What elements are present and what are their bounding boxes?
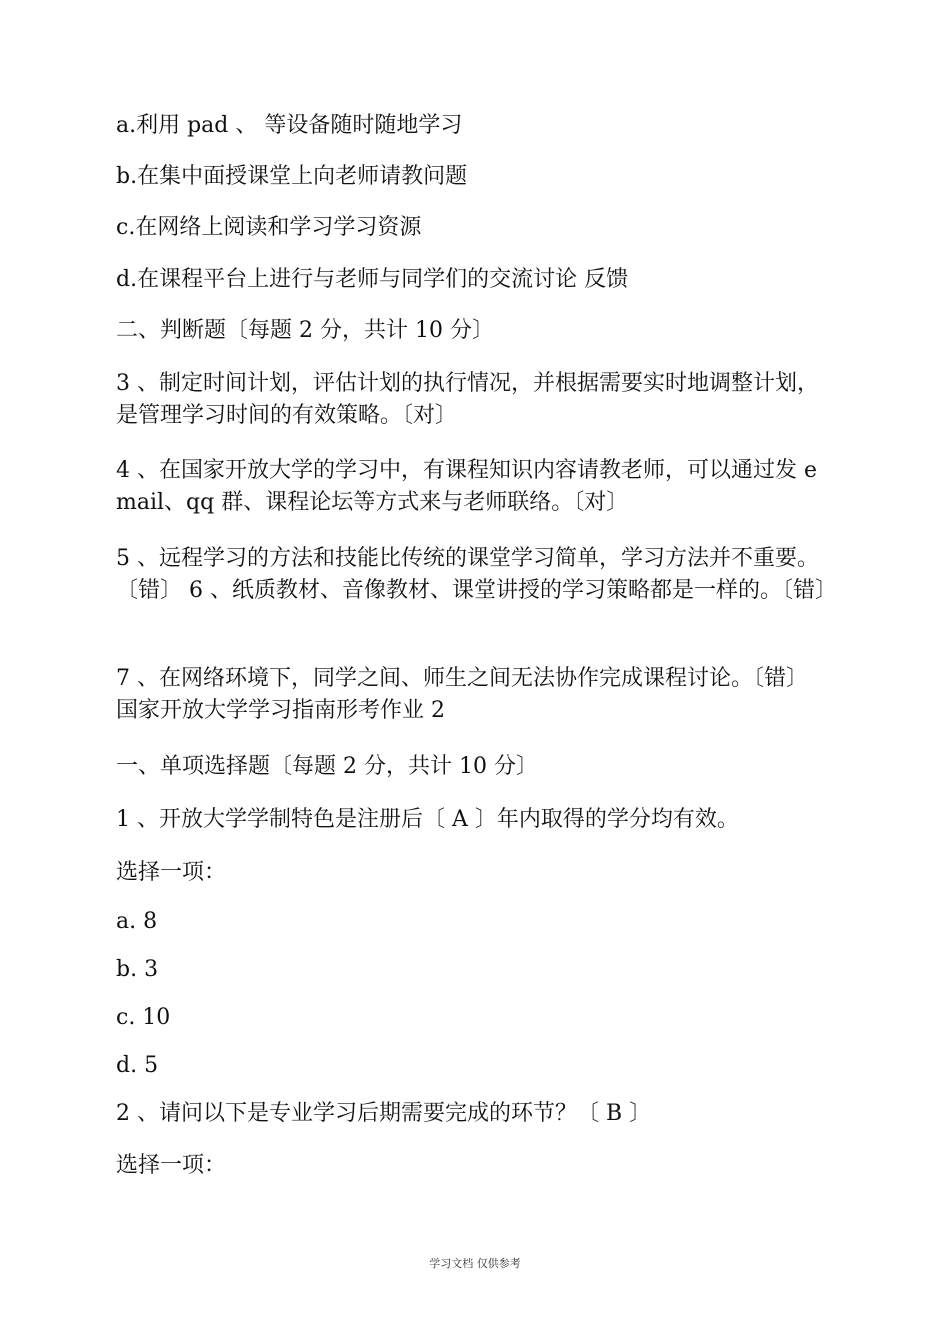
question-5-6: 5 、远程学习的方法和技能比传统的课堂学习简单，学习方法并不重要。〔错〕 6 、纸质教材、音像教材、课堂讲授的学习策略都是一样的。〔错〕 (116, 546, 837, 603)
page-footer: 学习文档 仅供参考 (429, 1257, 521, 1270)
question-7: 7 、在网络环境下，同学之间、师生之间无法协作完成课程讨论。〔错〕 国家开放大学学习指南形考作业 2 (116, 666, 808, 723)
question-3: 3 、制定时间计划，评估计划的执行情况，并根据需要实时地调整计划，是管理学习时间的有效策略。〔对〕 (116, 371, 819, 428)
question-1: 1 、开放大学学制特色是注册后〔 A 〕年内取得的学分均有效。 (116, 807, 739, 832)
option-d-line: d.在课程平台上进行与老师与同学们的交流讨论 反馈 (116, 267, 629, 292)
question-4: 4 、在国家开放大学的学习中，有课程知识内容请教老师，可以通过发 email、qq 群、课程论坛等方式来与老师联络。〔对〕 (116, 458, 818, 515)
option-c-line: c.在网络上阅读和学习学习资源 (116, 215, 422, 240)
choice-c: c. 10 (116, 1005, 171, 1030)
choose-one-label: 选择一项： (116, 860, 227, 885)
section-heading-true-false: 二、判断题〔每题 2 分，共计 10 分〕 (116, 318, 494, 343)
choice-a: a. 8 (116, 909, 158, 934)
choice-d: d. 5 (116, 1053, 159, 1078)
question-2: 2 、请问以下是专业学习后期需要完成的环节？〔 B 〕 (116, 1101, 652, 1126)
choose-one-label-2: 选择一项： (116, 1153, 227, 1178)
section-heading-single-choice: 一、单项选择题〔每题 2 分，共计 10 分〕 (116, 754, 538, 779)
option-a-line: a.利用 pad 、 等设备随时随地学习 (116, 113, 463, 138)
option-b-line: b.在集中面授课堂上向老师请教问题 (116, 164, 468, 189)
choice-b: b. 3 (116, 957, 159, 982)
